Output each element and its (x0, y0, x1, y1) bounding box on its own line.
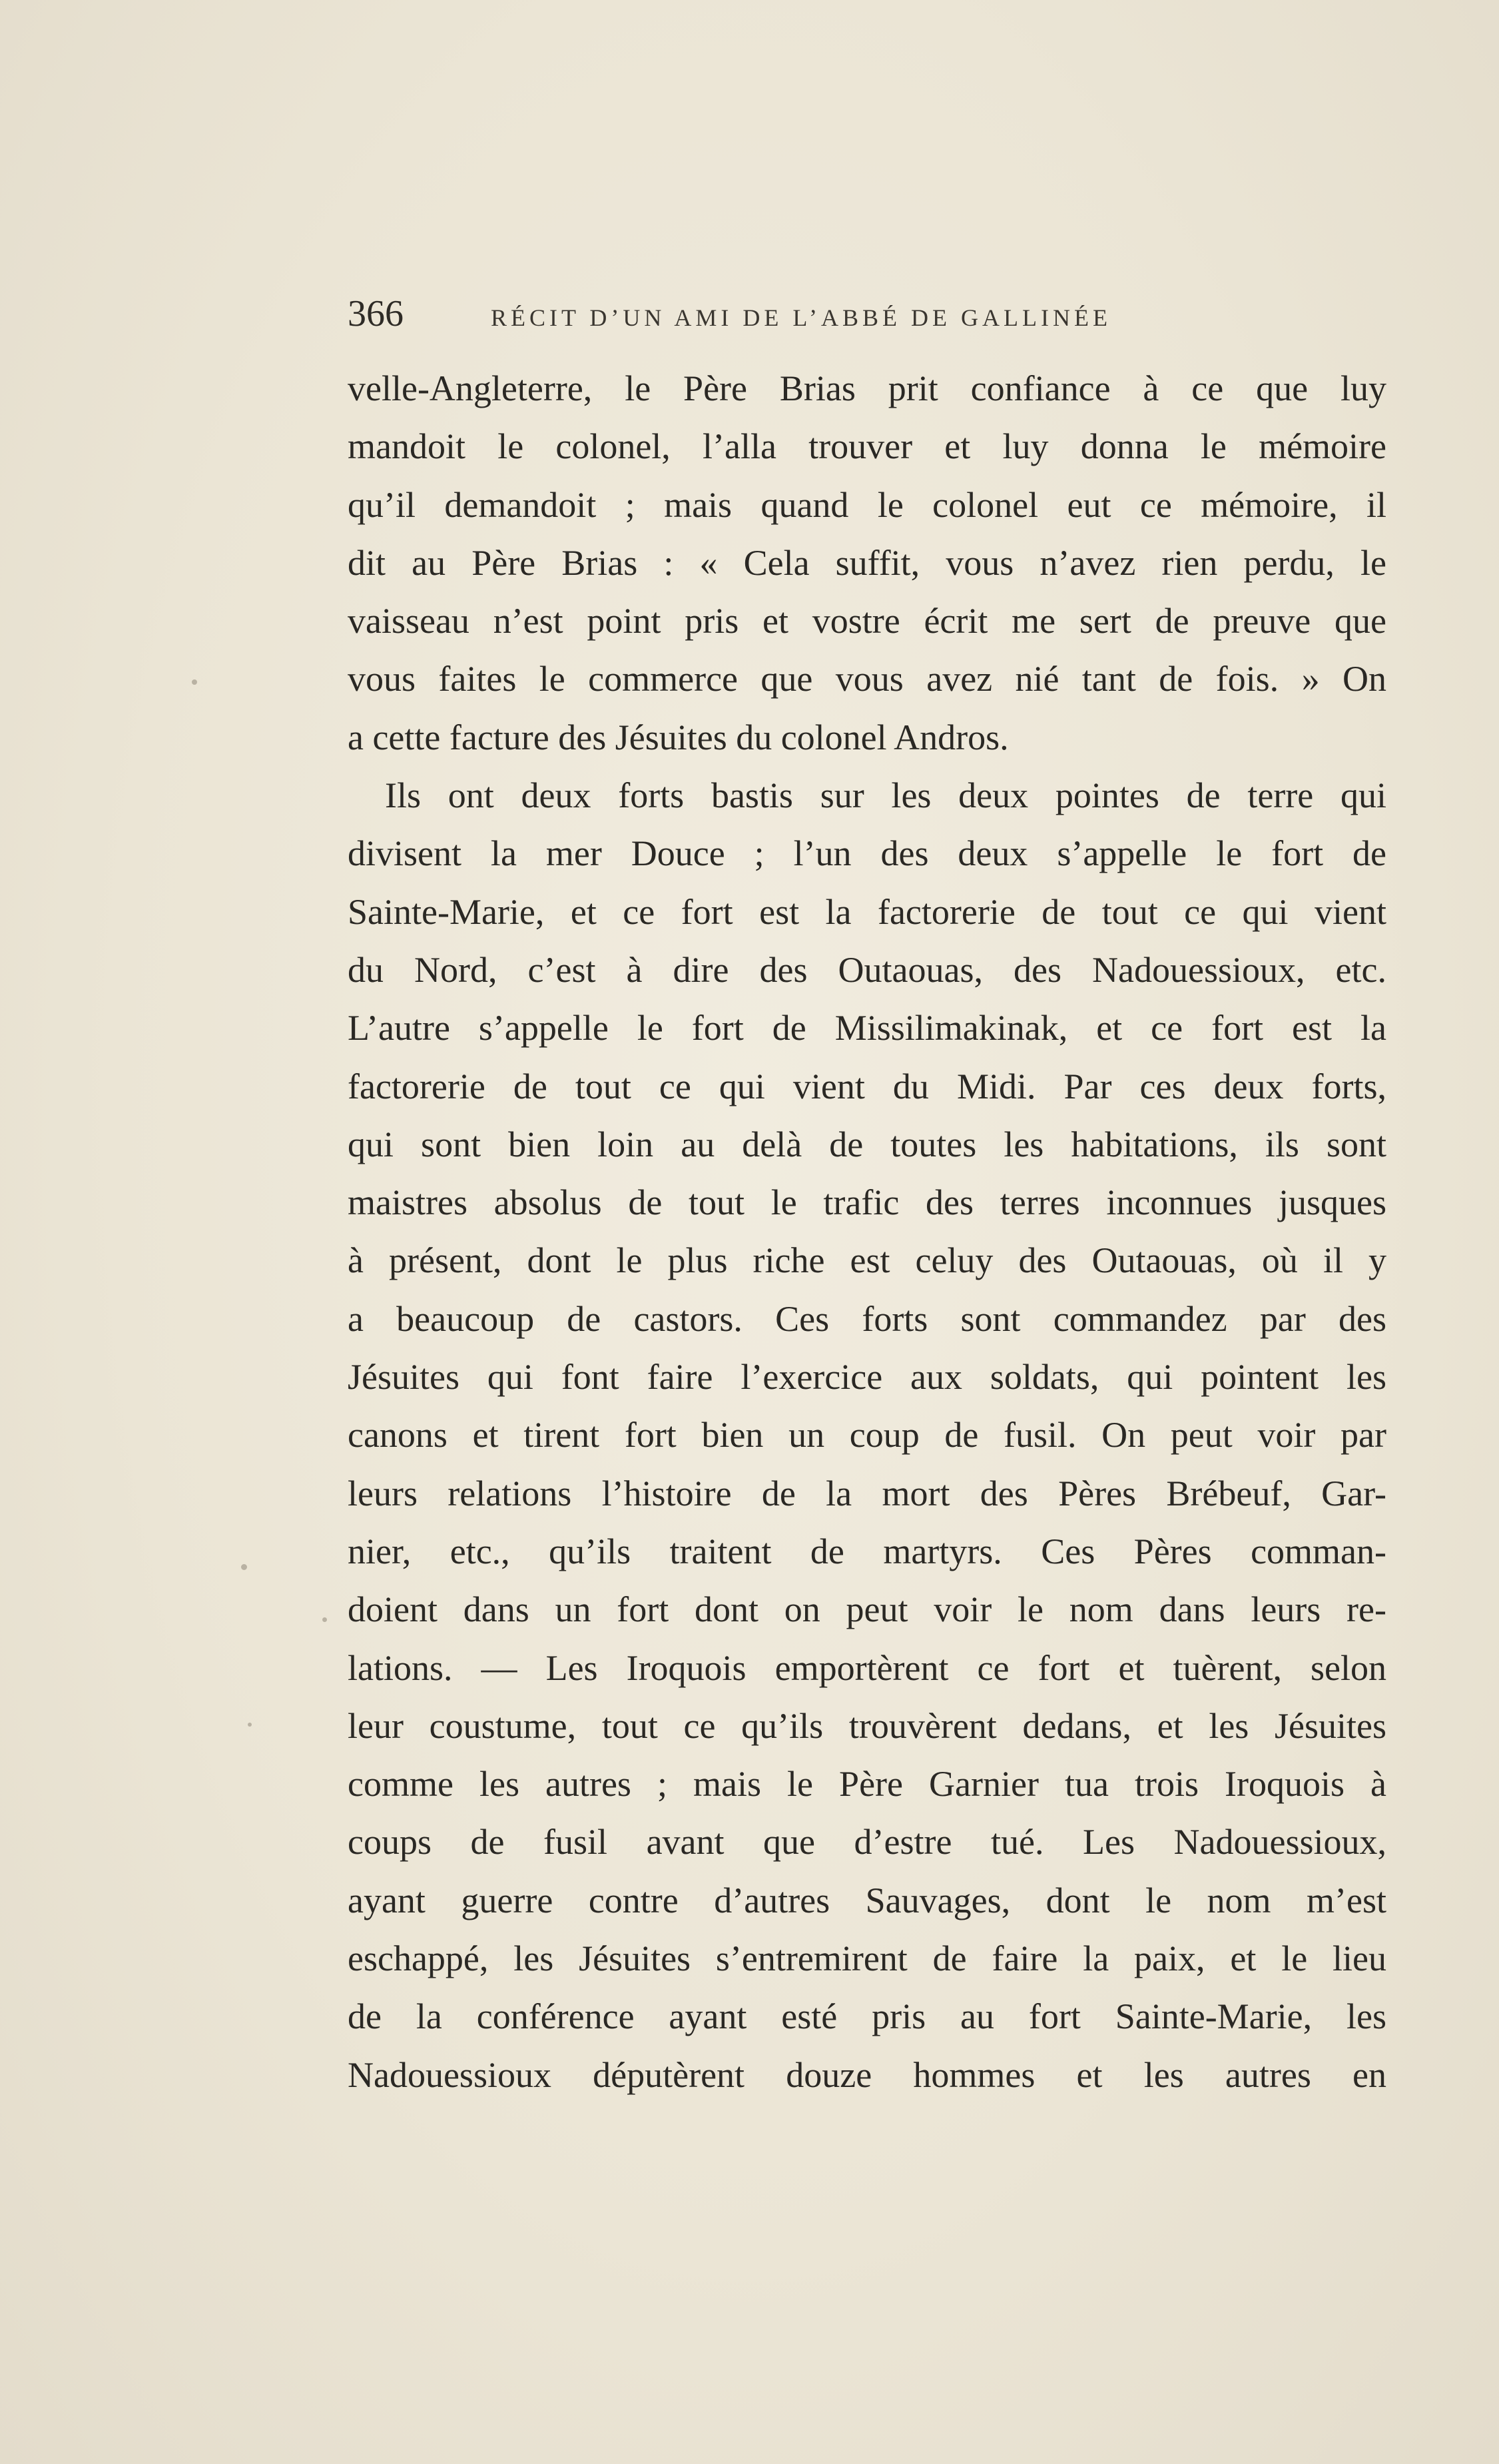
text-line: Sainte-Marie, et ce fort est la factorerie de tout ce qui vient (348, 891, 1386, 932)
text-line: Ils ont deux forts bastis sur les deux pointes de terre qui (385, 775, 1386, 816)
text-line: L’autre s’appelle le fort de Missilimakinak, et ce fort est la (348, 1008, 1386, 1048)
running-head: RÉCIT D’UN AMI DE L’ABBÉ DE GALLINÉE (491, 304, 1111, 331)
text-line: Jésuites qui font faire l’exercice aux soldats, qui pointent les (348, 1357, 1386, 1398)
text-line: du Nord, c’est à dire des Outaouas, des Nadouessioux, etc. (348, 949, 1386, 990)
text-line: vous faites le commerce que vous avez nié tant de fois. » On (348, 659, 1386, 699)
text-line: à présent, dont le plus riche est celuy des Outaouas, où il y (348, 1240, 1386, 1281)
text-line: maistres absolus de tout le trafic des terres inconnues jusques (348, 1182, 1386, 1223)
body-text (348, 360, 1386, 2104)
text-line: lations. — Les Iroquois emportèrent ce fort et tuèrent, selon (348, 1647, 1386, 1688)
paper-speck (192, 679, 197, 685)
text-line: a cette facture des Jésuites du colonel Andros. (348, 717, 1009, 757)
text-line: canons et tirent fort bien un coup de fusil. On peut voir par (348, 1415, 1386, 1455)
paper-speck (322, 1617, 327, 1622)
text-line: ayant guerre contre d’autres Sauvages, dont le nom m’est (348, 1880, 1386, 1920)
text-line: doient dans un fort dont on peut voir le nom dans leurs re- (348, 1589, 1386, 1630)
text-line: Nadouessioux députèrent douze hommes et les autres en (348, 2054, 1386, 2095)
text-line: divisent la mer Douce ; l’un des deux s’appelle le fort de (348, 833, 1386, 874)
text-line: mandoit le colonel, l’alla trouver et luy donna le mémoire (348, 426, 1386, 467)
text-line: dit au Père Brias : « Cela suffit, vous n’avez rien perdu, le (348, 542, 1386, 583)
text-line: eschappé, les Jésuites s’entremirent de faire la paix, et le lieu (348, 1938, 1386, 1979)
text-line: nier, etc., qu’ils traitent de martyrs. Ces Pères comman- (348, 1531, 1386, 1571)
text-line: velle-Angleterre, le Père Brias prit confiance à ce que luy (348, 368, 1386, 408)
text-line: qui sont bien loin au delà de toutes les habitations, ils sont (348, 1124, 1386, 1164)
text-line: comme les autres ; mais le Père Garnier tua trois Iroquois à (348, 1764, 1386, 1805)
text-line: coups de fusil avant que d’estre tué. Les Nadouessioux, (348, 1822, 1386, 1862)
text-line: a beaucoup de castors. Ces forts sont commandez par des (348, 1298, 1386, 1339)
page-header (348, 290, 1243, 337)
paper-speck (241, 1564, 247, 1570)
page-number: 366 (348, 293, 404, 334)
text-line: leurs relations l’histoire de la mort des Pères Brébeuf, Gar- (348, 1473, 1386, 1513)
text-line: qu’il demandoit ; mais quand le colonel eut ce mémoire, il (348, 484, 1386, 525)
text-line: de la conférence ayant esté pris au fort Sainte-Marie, les (348, 1996, 1386, 2037)
text-line: leur coustume, tout ce qu’ils trouvèrent dedans, et les Jésuites (348, 1705, 1386, 1746)
text-line: vaisseau n’est point pris et vostre écrit me sert de preuve que (348, 601, 1386, 641)
paper-speck (248, 1723, 252, 1727)
text-line: factorerie de tout ce qui vient du Midi. Par ces deux forts, (348, 1066, 1386, 1106)
